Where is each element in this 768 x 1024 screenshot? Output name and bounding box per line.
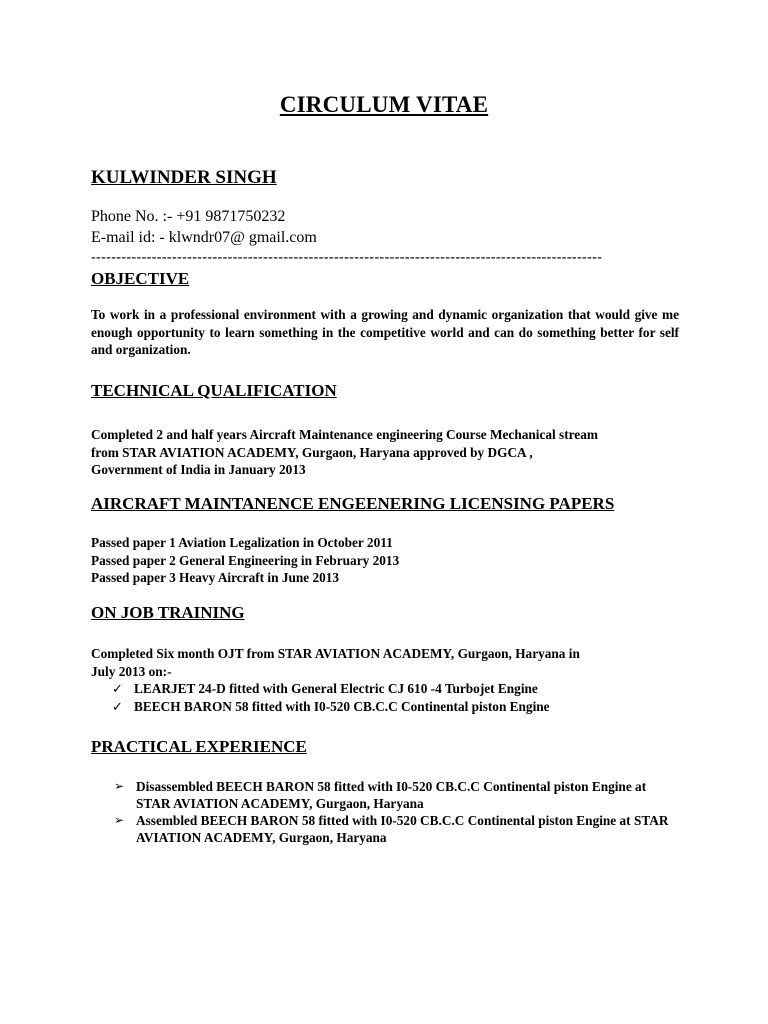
technical-qualification-heading: TECHNICAL QUALIFICATION: [91, 381, 337, 400]
ojt-line: Completed Six month OJT from STAR AVIATION ACADEMY, Gurgaon, Haryana in: [91, 646, 580, 661]
practical-experience-item: [114, 812, 674, 846]
practical-experience-text: Disassembled BEECH BARON 58 fitted with I0-520 CB.C.C Continental piston Engine at STAR AVIATION ACADEMY, Gurgaon, Haryana: [136, 779, 647, 811]
licensing-papers-list: [91, 534, 679, 587]
check-mark-icon: ✓: [112, 700, 123, 715]
ojt-aircraft-item: [112, 698, 550, 716]
objective-text: To work in a professional environment with a growing and dynamic organization that would give me enough opportunity to learn something in the competitive world and can do something better for self and organization.: [91, 307, 679, 357]
practical-experience-list: [114, 778, 674, 846]
licensing-paper-item: Passed paper 1 Aviation Legalization in October 2011: [91, 535, 393, 550]
technical-line: Government of India in January 2013: [91, 462, 306, 477]
objective-heading: OBJECTIVE: [91, 269, 190, 288]
arrow-bullet-icon: ➢: [114, 813, 125, 827]
separator-line: -----------------------------------------------------------------------------------------------------: [91, 250, 603, 265]
technical-qualification-text: [91, 426, 679, 479]
ojt-aircraft-list: [112, 680, 550, 716]
on-job-training-heading: ON JOB TRAINING: [91, 603, 245, 622]
arrow-bullet-icon: ➢: [114, 779, 125, 793]
ojt-aircraft-label: LEARJET 24-D fitted with General Electric CJ 610 -4 Turbojet Engine: [134, 681, 538, 696]
licensing-papers-heading: AIRCRAFT MAINTANENCE ENGEENERING LICENSING PAPERS: [91, 494, 615, 513]
check-mark-icon: ✓: [112, 682, 123, 697]
candidate-name: KULWINDER SINGH: [91, 167, 277, 188]
ojt-aircraft-label: BEECH BARON 58 fitted with I0-520 CB.C.C Continental piston Engine: [134, 699, 550, 714]
practical-experience-heading: PRACTICAL EXPERIENCE: [91, 737, 307, 756]
licensing-paper-item: Passed paper 2 General Engineering in February 2013: [91, 552, 400, 568]
ojt-line: July 2013 on:-: [91, 663, 172, 679]
ojt-aircraft-item: [112, 680, 550, 698]
phone-number: Phone No. :- +91 9871750232: [91, 208, 286, 225]
on-job-training-text: [91, 645, 679, 680]
practical-experience-item: [114, 778, 674, 812]
technical-line: Completed 2 and half years Aircraft Maintenance engineering Course Mechanical stream: [91, 427, 598, 442]
email-address: E-mail id: - klwndr07@ gmail.com: [91, 229, 317, 246]
licensing-paper-item: Passed paper 3 Heavy Aircraft in June 2013: [91, 570, 340, 585]
document-title: CIRCULUM VITAE: [279, 92, 489, 117]
technical-line: from STAR AVIATION ACADEMY, Gurgaon, Haryana approved by DGCA ,: [91, 444, 533, 460]
practical-experience-text: Assembled BEECH BARON 58 fitted with I0-520 CB.C.C Continental piston Engine at STAR AVIATION ACADEMY, Gurgaon, Haryana: [136, 813, 669, 845]
